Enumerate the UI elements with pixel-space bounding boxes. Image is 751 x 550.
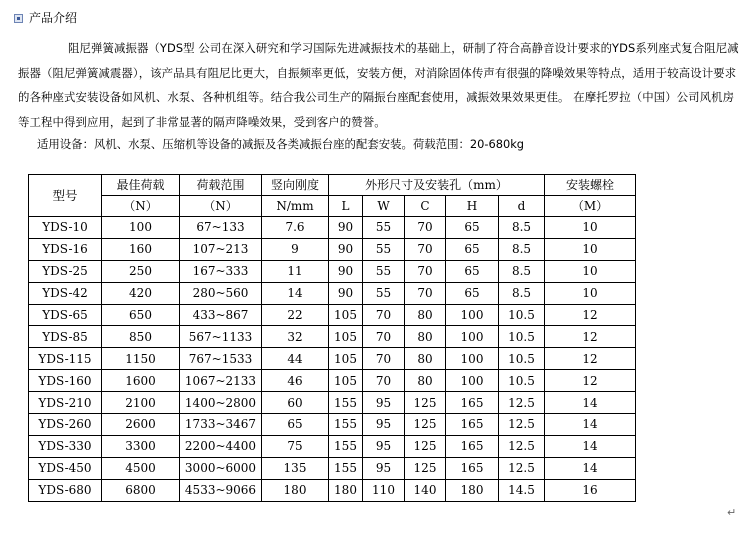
table-cell: 70 <box>405 217 446 239</box>
table-cell: 105 <box>329 370 363 392</box>
table-cell: 167~333 <box>180 260 262 282</box>
header-stiffness-unit: N/mm <box>262 196 329 217</box>
table-cell: 180 <box>262 479 329 501</box>
table-cell: 90 <box>329 282 363 304</box>
table-row <box>29 414 636 436</box>
table-cell: 105 <box>329 326 363 348</box>
table-cell: 125 <box>405 392 446 414</box>
table-cell: 155 <box>329 414 363 436</box>
model-cell: YDS-10 <box>29 217 102 239</box>
table-cell: 8.5 <box>499 238 545 260</box>
table-cell: 1067~2133 <box>180 370 262 392</box>
table-row <box>29 435 636 457</box>
table-cell: 105 <box>329 304 363 326</box>
table-cell: 14 <box>545 457 636 479</box>
table-cell: 433~867 <box>180 304 262 326</box>
table-cell: 12 <box>545 370 636 392</box>
table-row <box>29 348 636 370</box>
table-cell: 420 <box>102 282 180 304</box>
table-cell: 10 <box>545 238 636 260</box>
table-cell: 180 <box>329 479 363 501</box>
table-cell: 10.5 <box>499 348 545 370</box>
table-cell: 12.5 <box>499 392 545 414</box>
table-row <box>29 457 636 479</box>
header-dimensions: 外形尺寸及安装孔（mm） <box>329 175 545 196</box>
table-cell: 80 <box>405 304 446 326</box>
table-cell: 90 <box>329 217 363 239</box>
table-cell: 12.5 <box>499 435 545 457</box>
table-cell: 4500 <box>102 457 180 479</box>
table-cell: 44 <box>262 348 329 370</box>
table-cell: 55 <box>363 238 405 260</box>
table-cell: 100 <box>446 304 499 326</box>
table-row <box>29 326 636 348</box>
table-cell: 650 <box>102 304 180 326</box>
model-cell: YDS-16 <box>29 238 102 260</box>
table-cell: 65 <box>446 238 499 260</box>
table-cell: 567~1133 <box>180 326 262 348</box>
table-cell: 14.5 <box>499 479 545 501</box>
table-cell: 107~213 <box>180 238 262 260</box>
model-cell: YDS-115 <box>29 348 102 370</box>
table-cell: 65 <box>446 217 499 239</box>
table-cell: 90 <box>329 260 363 282</box>
model-cell: YDS-210 <box>29 392 102 414</box>
table-cell: 14 <box>545 435 636 457</box>
table-row <box>29 304 636 326</box>
table-cell: 14 <box>545 414 636 436</box>
table-cell: 95 <box>363 414 405 436</box>
table-row <box>29 282 636 304</box>
spec-table-body <box>29 217 636 502</box>
model-cell: YDS-260 <box>29 414 102 436</box>
table-cell: 14 <box>262 282 329 304</box>
model-cell: YDS-330 <box>29 435 102 457</box>
table-cell: 1600 <box>102 370 180 392</box>
table-cell: 55 <box>363 260 405 282</box>
table-cell: 70 <box>363 370 405 392</box>
intro-paragraph: 阻尼弹簧减振器（YDS型 公司在深入研究和学习国际先进减振技术的基础上，研制了符合高静音设计要求的YDS系列座式复合阻尼减振器（阻尼弹簧减震器），该产品具有阻尼比更大，自振频率更低，安装方便，对消除固体传声有很强的降噪效果等特点，适用于较高设计要求的各种座式安装设备如风机、水泵、各种机组等。结合我公司生产的隔振台座配套使用，减振效果效果更佳。 在摩托罗拉（中国）公司风机房等工程中得到应用，起到了非常显著的隔声降噪效果，受到客户的赞誉。 <box>18 41 739 129</box>
table-cell: 180 <box>446 479 499 501</box>
header-load-range: 荷载范围 <box>180 175 262 196</box>
table-cell: 1400~2800 <box>180 392 262 414</box>
model-cell: YDS-160 <box>29 370 102 392</box>
table-cell: 95 <box>363 435 405 457</box>
table-cell: 155 <box>329 392 363 414</box>
table-cell: 110 <box>363 479 405 501</box>
table-cell: 12 <box>545 326 636 348</box>
table-cell: 100 <box>446 348 499 370</box>
table-row <box>29 217 636 239</box>
table-cell: 70 <box>405 238 446 260</box>
table-cell: 80 <box>405 326 446 348</box>
table-cell: 55 <box>363 282 405 304</box>
table-cell: 2200~4400 <box>180 435 262 457</box>
spec-table <box>28 174 636 502</box>
table-cell: 95 <box>363 392 405 414</box>
table-cell: 767~1533 <box>180 348 262 370</box>
table-cell: 100 <box>446 326 499 348</box>
table-cell: 1150 <box>102 348 180 370</box>
table-cell: 105 <box>329 348 363 370</box>
table-cell: 2100 <box>102 392 180 414</box>
table-cell: 125 <box>405 457 446 479</box>
table-cell: 10.5 <box>499 370 545 392</box>
table-cell: 90 <box>329 238 363 260</box>
table-cell: 7.6 <box>262 217 329 239</box>
table-cell: 165 <box>446 457 499 479</box>
header-dim-l: L <box>329 196 363 217</box>
table-row <box>29 479 636 501</box>
table-cell: 12 <box>545 348 636 370</box>
model-cell: YDS-25 <box>29 260 102 282</box>
table-cell: 65 <box>446 260 499 282</box>
table-cell: 165 <box>446 435 499 457</box>
model-cell: YDS-680 <box>29 479 102 501</box>
table-cell: 100 <box>446 370 499 392</box>
table-cell: 10 <box>545 260 636 282</box>
table-cell: 135 <box>262 457 329 479</box>
table-cell: 70 <box>363 348 405 370</box>
table-cell: 280~560 <box>180 282 262 304</box>
table-row <box>29 370 636 392</box>
table-cell: 70 <box>405 260 446 282</box>
table-cell: 12 <box>545 304 636 326</box>
table-cell: 80 <box>405 348 446 370</box>
table-cell: 125 <box>405 435 446 457</box>
table-row <box>29 260 636 282</box>
table-cell: 80 <box>405 370 446 392</box>
table-cell: 165 <box>446 414 499 436</box>
header-best-load-unit: （N） <box>102 196 180 217</box>
table-cell: 8.5 <box>499 282 545 304</box>
table-cell: 155 <box>329 457 363 479</box>
table-cell: 70 <box>363 326 405 348</box>
model-cell: YDS-85 <box>29 326 102 348</box>
table-cell: 10 <box>545 217 636 239</box>
table-row <box>29 392 636 414</box>
table-cell: 75 <box>262 435 329 457</box>
header-load-range-unit: （N） <box>180 196 262 217</box>
table-cell: 22 <box>262 304 329 326</box>
table-cell: 3300 <box>102 435 180 457</box>
table-cell: 14 <box>545 392 636 414</box>
table-cell: 125 <box>405 414 446 436</box>
table-cell: 140 <box>405 479 446 501</box>
table-cell: 155 <box>329 435 363 457</box>
model-cell: YDS-450 <box>29 457 102 479</box>
model-cell: YDS-42 <box>29 282 102 304</box>
document-icon <box>14 14 23 23</box>
table-cell: 160 <box>102 238 180 260</box>
table-cell: 46 <box>262 370 329 392</box>
table-cell: 60 <box>262 392 329 414</box>
section-heading <box>14 10 77 26</box>
table-cell: 65 <box>446 282 499 304</box>
table-cell: 16 <box>545 479 636 501</box>
table-cell: 8.5 <box>499 260 545 282</box>
table-cell: 1733~3467 <box>180 414 262 436</box>
table-cell: 11 <box>262 260 329 282</box>
heading-title: 产品介绍 <box>29 11 78 25</box>
table-cell: 95 <box>363 457 405 479</box>
application-line: 适用设备：风机、水泵、压缩机等设备的减振及各类减振台座的配套安装。荷载范围：20-680kg <box>37 137 525 151</box>
table-cell: 67~133 <box>180 217 262 239</box>
table-cell: 6800 <box>102 479 180 501</box>
header-model: 型号 <box>29 175 102 217</box>
table-cell: 70 <box>405 282 446 304</box>
table-cell: 2600 <box>102 414 180 436</box>
table-cell: 4533~9066 <box>180 479 262 501</box>
header-stiffness: 竖向刚度 <box>262 175 329 196</box>
table-cell: 70 <box>363 304 405 326</box>
table-cell: 8.5 <box>499 217 545 239</box>
table-cell: 10 <box>545 282 636 304</box>
header-dim-w: W <box>363 196 405 217</box>
table-cell: 165 <box>446 392 499 414</box>
table-cell: 3000~6000 <box>180 457 262 479</box>
table-cell: 250 <box>102 260 180 282</box>
table-cell: 10.5 <box>499 326 545 348</box>
table-cell: 10.5 <box>499 304 545 326</box>
table-cell: 55 <box>363 217 405 239</box>
table-cell: 12.5 <box>499 457 545 479</box>
paragraph-mark: ↵ <box>727 506 737 519</box>
table-cell: 100 <box>102 217 180 239</box>
header-dim-d: d <box>499 196 545 217</box>
header-dim-h: H <box>446 196 499 217</box>
table-cell: 850 <box>102 326 180 348</box>
header-bolt: 安装螺栓 <box>545 175 636 196</box>
table-cell: 9 <box>262 238 329 260</box>
header-bolt-unit: （M） <box>545 196 636 217</box>
header-best-load: 最佳荷载 <box>102 175 180 196</box>
table-row <box>29 238 636 260</box>
header-dim-c: C <box>405 196 446 217</box>
model-cell: YDS-65 <box>29 304 102 326</box>
table-cell: 32 <box>262 326 329 348</box>
table-cell: 65 <box>262 414 329 436</box>
table-cell: 12.5 <box>499 414 545 436</box>
